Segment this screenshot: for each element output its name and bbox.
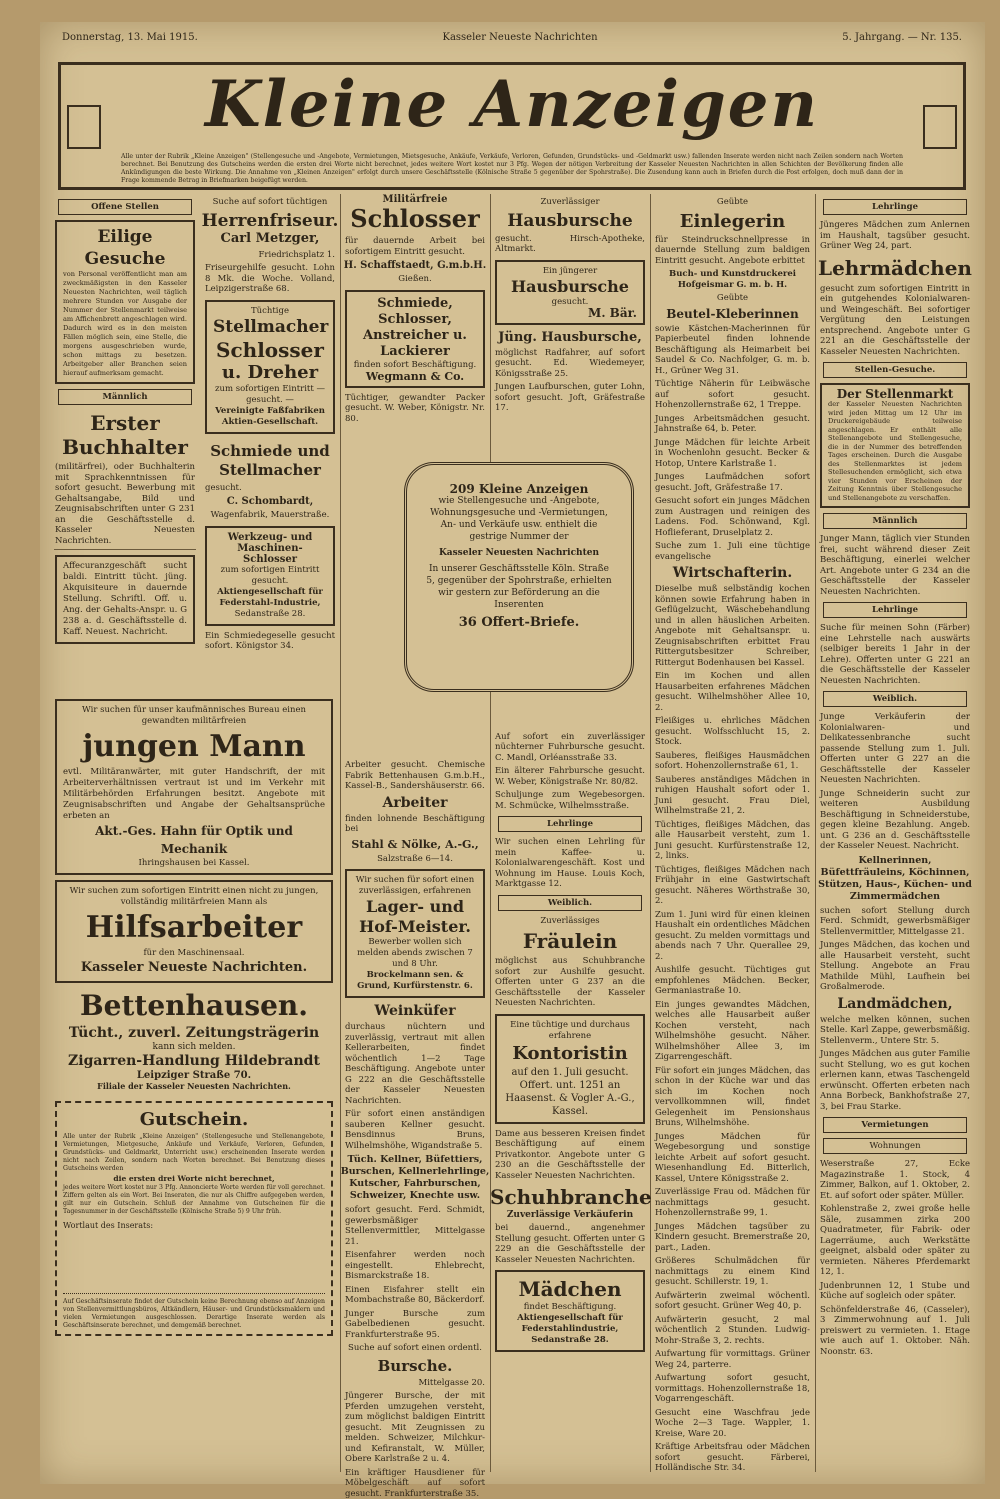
ad-c5-19: Junges Mädchen für Wegebesorgung und sonstige leichte Arbeit auf sofort gesucht. Wiesenhandlung Ed. Bitterlich, Kassel, Untere Königsstraße 2. [655, 1132, 810, 1185]
ad-kellnerinnen-title: Kellnerinnen, Büfettfräuleins, Köchinnen, Stützen, Haus-, Küchen- und Zimmermädchen [815, 855, 975, 903]
ad-friseur-pre: Suche auf sofort tüchtigen [205, 197, 335, 208]
ad-c6-7: Junge Schneiderin sucht zur weiteren Ausbildung Beschäftigung in Schneiderstube, gegen kleine Bezahlung. Angeb. unt. G 236 an d. Geschäftsstelle der Kasseler Neuest. Nachricht. [820, 789, 970, 852]
ad-einleg-title: Einlegerin [650, 211, 815, 232]
masthead [58, 62, 966, 190]
ad-schmiede-firm: C. Schombardt, [200, 496, 340, 507]
ad-beutel-title: Beutel-Kleberinnen [650, 307, 815, 321]
ad-c5-28: Kräftige Arbeitsfrau oder Mädchen sofort gesucht. Färberei, Holländische Str. 34. [655, 1442, 810, 1474]
ad-pferde-bursche: Jüngerer Bursche, der mit Pferden umzugehen versteht, zum möglichst baldigen Eintritt gesucht. Mit Zeugnissen zu melden. Schweizer, Milchkur- und Kefiranstalt, W. Müller, Obere Karlstraße 2 u. 4. [345, 1391, 485, 1465]
ad-hilfsarbeiter [55, 880, 333, 983]
ad-fraeulein-text: möglichst aus Schuhbranche sofort zur Aushilfe gesucht. Offerten unter G 237 an die Geschäftsstelle der Kasseler Neuesten Nachrichten. [495, 956, 645, 1009]
ad-werkzeug-addr: Sedanstraße 28. [213, 609, 327, 620]
header-paper: Kasseler Neueste Nachrichten [442, 32, 597, 43]
ad-hb1-text: gesucht. Hirsch-Apotheke, Altmarkt. [495, 234, 645, 255]
ad-kellner: Für sofort einen anständigen sauberen Kellner gesucht. Bensdinnus Bruns, Wilhelmshöhe, Wigandstraße 5. [345, 1109, 485, 1151]
ad-stellmacher [205, 300, 335, 434]
ad-c5-24: Aufwärterin gesucht, 2 mal wöchentlich 2 Stunden. Ludwig-Mohr-Straße 3, 2. rechts. [655, 1315, 810, 1347]
notice-paper: Kasseler Neuesten Nachrichten [425, 547, 613, 559]
ad-wegmann-firm: Wegmann & Co. [353, 371, 477, 382]
ad-c5-17: Ein junges gewandtes Mädchen, welches alle Hausarbeit außer Kochen versteht, nach Wilhelmshöhe gesucht. Näher. Wilhelmshöher Allee 3, im Zigarrengeschäft. [655, 1000, 810, 1063]
column-3 [340, 194, 491, 1472]
ad-hilf-title: Hilfsarbeiter [63, 908, 325, 948]
ad-wegmann-title: Schmiede, Schlosser, Anstreicher u. Lackierer [353, 296, 477, 360]
ad-jm-pre: Wir suchen für unser kaufmännisches Bureau einen gewandten militärfreien [63, 705, 325, 727]
ad-stellenmarkt [820, 383, 970, 508]
ad-hb3-title: Jüng. Hausbursche, [490, 330, 650, 345]
ad-schuh-title: Schuhbranche [490, 1184, 650, 1210]
ad-bursche-addr: Mittelgasse 20. [345, 1378, 485, 1389]
ad-schlosser-text: für dauernde Arbeit bei sofortigem Eintritt gesucht. [345, 236, 485, 257]
ad-wirtsch-pre: Suche zum 1. Juli eine tüchtige evangelische [655, 541, 810, 562]
ad-c5-11: Sauberes, fleißiges Hausmädchen sofort. Hohenzollernstraße 61, 1. [655, 751, 810, 772]
section-stellengesuche: Stellen-Gesuche. [823, 362, 967, 378]
ad-fahrbursche: Ein älterer Fahrbursche gesucht. W. Weber, Königstraße Nr. 80/82. [495, 766, 645, 787]
ad-c5-6: Junges Laufmädchen sofort gesucht. Joft, Gräfestraße 17. [655, 472, 810, 493]
ad-bursche-title: Bursche. [340, 1357, 490, 1375]
ad-werkzeug-title: Werkzeug- und Maschinen-Schlosser [213, 532, 327, 565]
ad-hb3-text: möglichst Radfahrer, auf sofort gesucht. Ed. Wiedemeyer, Königsstraße 25. [495, 348, 645, 380]
ad-schlosser-pre: Militärfreie [340, 194, 490, 205]
ad-eilige-text: von Personal veröffentlicht man am zweckmäßigsten in den Kasseler Neuesten Nachrichten, weil täglich mehrere Stunden vor Ausgabe der Nummer der Stellenmarkt teilweise am Affichenbrett angeschlagen wird. Dadurch wird es in den meisten Fällen möglich sein, eine Stelle, die morgens ausgeschrieben wurde, schon mittags zu besetzen. Arbeitgeber aller Branchen seien hierauf aufmerksam gemacht. [63, 270, 187, 378]
ad-c5-9: Ein im Kochen und allen Hausarbeiten erfahrenes Mädchen gesucht. Wilhelmshöher Allee 10, 2. [655, 671, 810, 713]
ad-tuech-title: Tüch. Kellner, Büfettiers, Burschen, Kellnerlehrlinge, Kutscher, Fahrburschen, Schweizer, Knechte usw. [340, 1154, 490, 1202]
ad-bett-line: Tücht., zuverl. Zeitungsträgerin [50, 1024, 338, 1042]
ad-jungen-mann [55, 699, 333, 875]
ad-c5-13: Tüchtiges, fleißiges Mädchen, das alle Hausarbeit versteht, zum 1. Juni gesucht. Kurfürstenstraße 12, 2, links. [655, 820, 810, 862]
gutschein-title: Gutschein. [63, 1107, 325, 1133]
ad-fuhrbursche: Auf sofort ein zuverlässiger nüchterner Fuhrbursche gesucht. C. Mandl, Orléansstraße 33. [495, 732, 645, 764]
ad-fraeulein-pre: Zuverlässiges [495, 916, 645, 927]
ad-junger-bursche: Junger Bursche zum Gabelbedienen gesucht. Frankfurterstraße 95. [345, 1309, 485, 1341]
ad-hb1-pre: Zuverlässiger [495, 197, 645, 208]
ad-lehrm-text: gesucht zum sofortigen Eintritt in ein gutgehendes Kolonialwaren- und Weingeschäft. Bei sofortiger Vergütung den Leistungen entsprechend. Angebote unter G 221 an die Geschäftsstelle der Kasseler Neuesten Nachrichten. [820, 284, 970, 358]
ad-c6-13: Kohlenstraße 2, zwei große helle Säle, zusammen zirka 200 Quadratmeter, für Fabrik- oder Lagerräume, auch Werkstätte geeignet, alsbald oder später zu vermieten. Näheres Pferdemarkt 12, 1. [820, 1204, 970, 1278]
ad-stellmacher-l3: u. Dreher [213, 362, 327, 384]
section-lehrlinge-col6: Lehrlinge [823, 199, 967, 215]
section-lehrlinge-col6b: Lehrlinge [823, 602, 967, 618]
ad-schmiede-title: Schmiede und Stellmacher [200, 442, 340, 480]
section-maennlich-col6: Männlich [823, 513, 967, 529]
ad-c6-4: Junger Mann, täglich vier Stunden frei, sucht während dieser Zeit Beschäftigung, einerlei welcher Art. Angebote unter G 234 an die Geschäftsstelle der Kasseler Neuesten Nachrichten. [820, 534, 970, 597]
ad-buchhalter-text: (militärfrei), oder Buchhalterin mit Sprachkenntnissen für sofort gesucht. Bewerbung mit Gehaltsangabe, Bild und Zeugnisabschriften unter G 231 an die Geschäftsstelle d. Kasseler Neuesten Nachrichten. [55, 462, 195, 546]
gutschein-label: Wortlaut des Inserats: [63, 1220, 325, 1231]
ad-weinkuefer-title: Weinküfer [340, 1003, 490, 1019]
column-4 [490, 194, 651, 1472]
section-vermietungen: Vermietungen [823, 1117, 967, 1133]
ad-c5-20: Zuverlässige Frau od. Mädchen für nachmittags gesucht. Hohenzollernstraße 99, 1. [655, 1187, 810, 1219]
ad-bett-title: Bettenhausen. [50, 988, 338, 1024]
ad-maedchen-firm: Aktiengesellschaft für Federstahlindustrie, Sedanstraße 28. [503, 1313, 637, 1346]
ad-lager-pre: Wir suchen für sofort einen zuverlässigen, erfahrenen [353, 875, 477, 897]
ad-c5-12: Sauberes anständiges Mädchen in ruhigen Haushalt sofort oder 1. Juni gesucht. Frau Diel, Wilhelmstraße 21, 2. [655, 775, 810, 817]
ad-werkzeug [205, 526, 335, 626]
divider [54, 549, 196, 550]
ad-eisenfahrer: Eisenfahrer werden noch eingestellt. Ehlebrecht, Bismarckstraße 18. [345, 1250, 485, 1282]
ad-jm-place: Ihringshausen bei Kassel. [63, 858, 325, 869]
ad-wegmann-text: finden sofort Beschäftigung. [353, 360, 477, 371]
ad-c5-26: Aufwartung sofort gesucht, vormittags. Hohenzollernstraße 18, Vogarrengeschäft. [655, 1373, 810, 1405]
ad-werkzeug-firm: Aktiengesellschaft für Federstahl-Industrie, [213, 587, 327, 609]
ad-schlosser-title: Schlosser [340, 205, 490, 233]
ad-beutel-pre: Geübte [655, 293, 810, 304]
ad-c6-11: Junges Mädchen aus guter Familie sucht Stellung, wo es gut kochen erlernen kann, etwas Taschengeld erwünscht. Offerten erbeten nach Anna Borbeck, Bankhofstraße 27, 3, bei Frau Starke. [820, 1049, 970, 1112]
ad-c5-7: Gesucht sofort ein junges Mädchen zum Austragen und reinigen des Ladens. Fod. Schönwand, Kgl. Hoflieferant, Druselplatz 2. [655, 496, 810, 538]
section-offene-stellen: Offene Stellen [58, 199, 192, 215]
ad-stellmacher-firm: Vereinigte Faßfabriken Aktien-Gesellschaft. [213, 406, 327, 428]
ad-packer: Tüchtiger, gewandter Packer gesucht. W. Weber, Königstr. Nr. 80. [345, 393, 485, 425]
ad-bett-firm: Zigarren-Handlung Hildebrandt [50, 1052, 338, 1070]
ad-wirtsch-text: Dieselbe muß selbständig kochen können sowie Erfahrung haben in Geflügelzucht, Wäschebehandlung und in allen häuslichen Arbeiten. Angebote mit Gehaltsanspr. u. Zeugnisabschriften erbittet Frau Rittergutsbesitzer Schreiber, Rittergut Bodenhausen bei Kassel. [655, 584, 810, 668]
ad-kont-text: auf den 1. Juli gesucht. Offert. unt. 1251 an Haasenst. & Vogler A.-G., Kassel. [503, 1066, 637, 1118]
ad-c5-22: Größeres Schulmädchen für nachmittags zu einem Kind gesucht. Schillerstr. 19, 1. [655, 1256, 810, 1288]
ad-schmiede-text: gesucht. [205, 483, 335, 494]
ad-lehrm-title: Lehrmädchen [815, 255, 975, 281]
masthead-title: Kleine Anzeigen [61, 67, 963, 142]
ad-arbeiter-addr: Salzstraße 6—14. [345, 854, 485, 865]
ad-c5-25: Aufwartung für vormittags. Grüner Weg 24, parterre. [655, 1349, 810, 1370]
ad-schuh-sub: Zuverlässige Verkäuferin [490, 1210, 650, 1220]
notice-text: wie Stellengesuche und -Angebote, Wohnungsgesuche und -Vermietungen, An- und Verkäufe usw. enthielt die gestrige Nummer der [425, 495, 613, 543]
ad-fraeulein-title: Fräulein [490, 929, 650, 953]
ad-c5-27: Gesucht eine Waschfrau jede Woche 2—3 Tage. Wappler, 1. Kreise, Ware 20. [655, 1408, 810, 1440]
ad-schuh-text: bei dauernd., angenehmer Stellung gesucht. Offerten unter G 229 an die Geschäftsstelle der Kasseler Neuesten Nachrichten. [495, 1223, 645, 1265]
ad-c5-3: Tüchtige Näherin für Leibwäsche auf sofort gesucht. Hohenzollernstraße 62, 1 Treppe. [655, 379, 810, 411]
ornament-right-icon [923, 105, 957, 149]
ad-hb2 [495, 260, 645, 325]
notice-text2: In unserer Geschäftsstelle Köln. Straße 5, gegenüber der Spohrstraße, erhielten wir gestern zur Beförderung an die Inserenten [425, 563, 613, 611]
ad-stellmacher-sub: zum sofortigen Eintritt — gesucht. — [213, 384, 327, 406]
ad-schmiedegeselle: Ein Schmiedegeselle gesucht sofort. Königstor 34. [205, 631, 335, 652]
ad-c6-15: Schönfelderstraße 46, (Casseler), 3 Zimmerwohnung auf 1. Juli preiswert zu vermieten. 1. Etage wie auch auf 1. Oktober. Näh. Noonstr. 63. [820, 1305, 970, 1358]
ad-arbeiter-text: finden lohnende Beschäftigung bei [345, 814, 485, 835]
ad-bett-sub: kann sich melden. [50, 1042, 338, 1052]
ad-bursche-pre: Suche auf sofort einen ordentl. [345, 1343, 485, 1354]
ad-lager-firm: Brockelmann sen. & Grund, Kurfürstenstr. 6. [353, 970, 477, 992]
ad-stellmacher-l2: Schlosser [213, 338, 327, 362]
ad-kellnerinnen-text: suchen sofort Stellung durch Ferd. Schmidt, gewerbsmäßiger Stellenvermittler, Mittelgasse 21. [820, 906, 970, 938]
ad-werkzeug-text: zum sofortigen Eintritt gesucht. [213, 565, 327, 587]
ad-c6-12: Weserstraße 27, Ecke Magazinstraße 1. Stock, 4 Zimmer, Balkon, auf 1. Oktober, 2. Et. auf sofort oder später. Müller. [820, 1159, 970, 1201]
ad-kont-pre: Eine tüchtige und durchaus erfahrene [503, 1020, 637, 1042]
ad-kont-title: Kontoristin [503, 1042, 637, 1066]
ad-c5-10: Fleißiges u. ehrliches Mädchen gesucht. Wolfsschlucht 15, 2. Stock. [655, 716, 810, 748]
ad-wirtsch-title: Wirtschafterin. [650, 565, 815, 581]
gutschein-foot: Auf Geschäftsinserate findet der Gutschein keine Berechnung ebenso auf Anzeigen von Stellenvermittlungsbüros, Altkändlern, Häuser- und Grundstücksmaklern und vielen Vermietungen ausgeschlossen. Derartige Inserate werden als Geschäftsinserate berechnet, und demgemäß berechnet. [63, 1298, 325, 1330]
ad-c5-4: Junges Arbeitsmädchen gesucht. Jahnstraße 64, b. Peter. [655, 414, 810, 435]
ad-landm-title: Landmädchen, [815, 996, 975, 1012]
ad-bett-fil: Filiale der Kasseler Neuesten Nachrichten. [50, 1081, 338, 1091]
column-6 [815, 194, 975, 1472]
gutschein-coupon [55, 1101, 333, 1336]
ad-arbeiter-firm: Stahl & Nölke, A.-G., [340, 838, 490, 851]
ad-c6-6: Junge Verkäuferin der Kolonialwaren- und Delikatessenbranche sucht passende Stellung zum 1. Juli. Offerten unter G 227 an die Geschäftsstelle der Kasseler Neuesten Nachrichten. [820, 712, 970, 786]
ad-schuljunge: Schuljunge zum Wegebesorgen. M. Schmücke, Wilhelmsstraße. [495, 790, 645, 811]
ad-laufburschen: Jungen Laufburschen, guter Lohn, sofort gesucht. Joft, Gräfestraße 17. [495, 382, 645, 414]
ad-buchhalter-title: Erster Buchhalter [50, 411, 200, 459]
section-weiblich-col6: Weiblich. [823, 691, 967, 707]
ad-landm-text: welche melken können, suchen Stelle. Karl Zappe, gewerbsmäßig. Stellenverm., Untere Str. 5. [820, 1015, 970, 1047]
masthead-intro: Alle unter der Rubrik „Kleine Anzeigen" (Stellengesuche und -Angebote, Vermietungen, Mietsgesuche, Ankäufe, Verkäufe, Verloren, Gefunden, Grundstücks- und -Geldmarkt usw.) fallenden Inserate werden nicht nach Zeilen sondern nach Worten berechnet. Bei Benutzung des Gutscheins werden die ersten drei Worte nicht berechnet, jedes weitere Wort kostet nur 3 Pfg. Wegen der nötigen Verbreitung der Kasseler Neuesten Nachrichten in allen Schichten der Bevölkerung finden alle Ankündigungen die beste Wirkung. Die Annahme von „Kleinen Anzeigen" erfolgt durch unsere Geschäftsstelle (Kölnische Straße 5 gegenüber der Spohrstraße). Die Zusendung kann auch in Briefen durch die Post erfolgen, doch muß dann der in Frage kommende Betrag in Briefmarken beigefügt werden. [121, 153, 903, 185]
ad-beutel-text: sowie Kästchen-Macherinnen für Papierbeutel finden lohnende Beschäftigung als Heimarbeit bei Saudel & Co. Nachfolger, G. m. b. H., Grüner Weg 31. [655, 324, 810, 377]
ad-c5-16: Aushilfe gesucht. Tüchtiges gut empfohlenes Mädchen. Becker, Germaniastraße 10. [655, 965, 810, 997]
ad-friseur-addr: Friedrichsplatz 1. [205, 250, 335, 261]
ad-c5-23: Aufwärterin zweimal wöchentl. sofort gesucht. Grüner Weg 40, p. [655, 1291, 810, 1312]
ad-hb1-title: Hausbursche [490, 211, 650, 231]
ad-lagermeister [345, 869, 485, 998]
ad-schlosser-firm: H. Schaffstaedt, G.m.b.H. [340, 260, 490, 271]
ad-kontoristin [495, 1014, 645, 1124]
ad-eilige-gesuche [55, 220, 195, 384]
ad-c6-14: Judenbrunnen 12, 1 Stube und Küche auf sogleich oder später. [820, 1281, 970, 1302]
notice-offert-briefe [404, 462, 634, 692]
ad-maedchen-title: Mädchen [503, 1276, 637, 1302]
ad-eilige-title: Eilige Gesuche [63, 226, 187, 270]
section-wohnungen: Wohnungen [823, 1138, 967, 1154]
newspaper-page [40, 22, 985, 1484]
ornament-left-icon [67, 105, 101, 149]
ad-c6-9: Junges Mädchen, das kochen und alle Hausarbeit versteht, sucht Stellung. Angebote an Frau Mathilde Mühl, Laufhein bei Großalmerode. [820, 940, 970, 993]
ad-stellmacher-l1: Stellmacher [213, 317, 327, 338]
ad-wegmann [345, 290, 485, 388]
section-weiblich-col4: Weiblich. [498, 895, 642, 911]
ad-einleg-firm: Buch- und Kunstdruckerei Hofgeismar G. m. b. H. [655, 269, 810, 290]
column-2 [200, 194, 341, 694]
ad-hb2-pre: Ein jüngerer [503, 266, 637, 277]
ad-eisfahrer: Einen Eisfahrer stellt ein Mombachstraße 80, Bäckerdorf. [345, 1285, 485, 1306]
notice-count: 209 Kleine Anzeigen [425, 483, 613, 495]
gutschein-text: Alle unter der Rubrik „Kleine Anzeigen" (Stellengesuche und Stellenangebote, Vermietungen, Mietgesuche, Ankäufe und Verkäufe, Verloren, Gefunden, Grundstücks- und Geldmarkt, Unterricht usw.) erscheinenden Inserate werden nicht nach Zeilen, sondern nach Worten berechnet. Bei Benutzung dieses Gutscheins werden [63, 1133, 325, 1173]
ad-c6-5: Suche für meinen Sohn (Färber) eine Lehrstelle nach auswärts (selbiger bereits 1 Jahr in der Lehre). Offerten unter G 221 an die Geschäftsstelle der Kasseler Neuesten Nachrichten. [820, 623, 970, 686]
ad-hilf-sub: für den Maschinensaal. [63, 948, 325, 959]
ad-schmiede-addr: Wagenfabrik, Mauerstraße. [205, 510, 335, 521]
ad-weinkuefer-text: durchaus nüchtern und zuverlässig, vertraut mit allen Kellerarbeiten, findet wöchentlich 1—2 Tage Beschäftigung. Angebote unter G 222 an die Geschäftsstelle der Kasseler Neuesten Nachrichten. [345, 1022, 485, 1106]
ad-jm-text: evtl. Militäranwärter, mit guter Handschrift, der mit Arbeiterverhältnissen vertraut ist und im Verkehr mit Militärbehörden Erfahrungen besitzt. Angebote mit Zeugnisabschriften und Angabe der Gehaltsansprüche erbeten an [63, 767, 325, 822]
ad-lager-title: Lager- und Hof-Meister. [353, 897, 477, 937]
ad-maedchen-text: findet Beschäftigung. [503, 1302, 637, 1313]
section-lehrlinge-col4: Lehrlinge [498, 816, 642, 832]
ad-friseur-name: Carl Metzger, [200, 231, 340, 247]
page-header [62, 32, 962, 43]
ad-c5-21: Junges Mädchen tagsüber zu Kindern gesucht. Bremerstraße 20, part., Laden. [655, 1222, 810, 1254]
ad-hb2-text: gesucht. [503, 297, 637, 308]
ad-jm-firm: Akt.-Ges. Hahn für Optik und Mechanik [63, 822, 325, 858]
ad-c5-14: Tüchtiges, fleißiges Mädchen nach Frühjahr in eine Gastwirtschaft gesucht. Näheres Wörthstraße 30, 2. [655, 865, 810, 907]
ad-einleg-text: für Steindruckschnellpresse in dauernde Stellung zum baldigen Eintritt gesucht. Angebote erbittet [655, 235, 810, 267]
column-5 [650, 194, 816, 1472]
section-maennlich: Männlich [58, 389, 192, 405]
ad-lager-text: Bewerber wollen sich melden abends zwischen 7 und 8 Uhr. [353, 937, 477, 970]
ad-hausdiener: Ein kräftiger Hausdiener für Möbelgeschäft auf sofort gesucht. Frankfurterstraße 35. [345, 1468, 485, 1499]
ad-c6-1: Jüngeres Mädchen zum Anlernen im Haushalt, tagsüber gesucht. Grüner Weg 24, part. [820, 220, 970, 252]
ad-schlosser-place: Gießen. [345, 274, 485, 285]
gutschein-bold: die ersten drei Worte nicht berechnet, [63, 1173, 325, 1184]
ad-arbeiter-title: Arbeiter [340, 795, 490, 811]
notice-offers: 36 Offert-Briefe. [425, 617, 613, 629]
ad-chemische: Arbeiter gesucht. Chemische Fabrik Bettenhausen G.m.b.H., Kassel-B., Sandershäuserstr. 66. [345, 760, 485, 792]
ad-jm-title: jungen Mann [63, 727, 325, 767]
ad-c5-18: Für sofort ein junges Mädchen, das schon in der Küche war und das sich im Kochen noch vervollkommnen will, findet Gelegenheit im Pensionshaus Bruns, Wilhelmshöhe. [655, 1066, 810, 1129]
header-date: Donnerstag, 13. Mai 1915. [62, 32, 198, 43]
ad-hilf-firm: Kasseler Neueste Nachrichten. [63, 959, 325, 977]
ad-c5-5: Junge Mädchen für leichte Arbeit in Wochenlohn gesucht. Becker & Hotop, Untere Karlstraße 1. [655, 438, 810, 470]
ad-tuech-text: sofort gesucht. Ferd. Schmidt, gewerbsmäßiger Stellenvermittler, Mittelgasse 21. [345, 1205, 485, 1247]
ad-c5-15: Zum 1. Juni wird für einen kleinen Haushalt ein ordentliches Mädchen gesucht. Zu melden vormittags und abends nach 7 Uhr. Querallee 29, 2. [655, 910, 810, 963]
ad-hb2-firm: M. Bär. [503, 308, 637, 319]
ad-sm-title: Der Stellenmarkt [828, 389, 962, 400]
gutschein-text2: jedes weitere Wort kostet nur 3 Pfg. Annoncierte Worte werden für voll gerechnet. Ziffern gelten als ein Wort. Bei Inseraten, die nur als Chiffre aufgegeben werden, gilt nur ein Gutschein. Schluß der Annahme von Gutscheinen für die Tagesnummer in der Geschäftsstelle (Kölnische Straße 5) 9 Uhr früh. [63, 1184, 325, 1216]
ad-dame: Dame aus besseren Kreisen findet Beschäftigung auf einem Privatkontor. Angebote unter G 230 an die Geschäftsstelle der Kasseler Neuesten Nachrichten. [495, 1129, 645, 1182]
ad-friseur-title: Herrenfriseur. [200, 211, 340, 231]
ad-lehrling: Wir suchen einen Lehrling für mein Kaffee- u. Kolonialwarengeschäft. Kost und Wohnung im Hause. Louis Koch, Marktgasse 12. [495, 837, 645, 890]
ad-hb2-title: Hausbursche [503, 277, 637, 297]
ad-maedchen [495, 1270, 645, 1352]
ad-bett-addr: Leipziger Straße 70. [50, 1070, 338, 1081]
gutschein-write-lines[interactable] [63, 1231, 325, 1294]
header-issue: 5. Jahrgang. — Nr. 135. [842, 32, 962, 43]
ad-sm-text: der Kasseler Neuesten Nachrichten wird jeden Mittag um 12 Uhr im Druckereigebäude teilweise angeschlagen. Er enthält alle Stellenangebote und Stellengesuche, die in der Nummer des betreffenden Tages erscheinen. Durch die Ausgabe des Stellenmarktes ist jedem Stellesuchenden ermöglicht, sich etwa vier Stunden vor Erscheinen der Zeitung Kenntnis über Stellengesuche und Stellenangebote zu verschaffen. [828, 400, 962, 502]
ad-einleg-pre: Geübte [655, 197, 810, 208]
ad-friseurgehilfe: Friseurgehilfe gesucht. Lohn 8 Mk. die Woche. Volland, Leipzigerstraße 68. [205, 263, 335, 295]
ad-stellmacher-pre: Tüchtige [213, 306, 327, 317]
ad-affecuranz: Affecuranzgeschäft sucht baldi. Eintritt tücht. jüng. Akquisiteure in dauernde Stellung. Schriftl. Off. u. Ang. der Gehalts-Anspr. u. G 238 a. d. Geschäftsstelle d. Kaff. Neuest. Nachricht. [55, 555, 195, 644]
ad-hilf-pre: Wir suchen zum sofortigen Eintritt einen nicht zu jungen, vollständig militärfreien Mann als [63, 886, 325, 908]
